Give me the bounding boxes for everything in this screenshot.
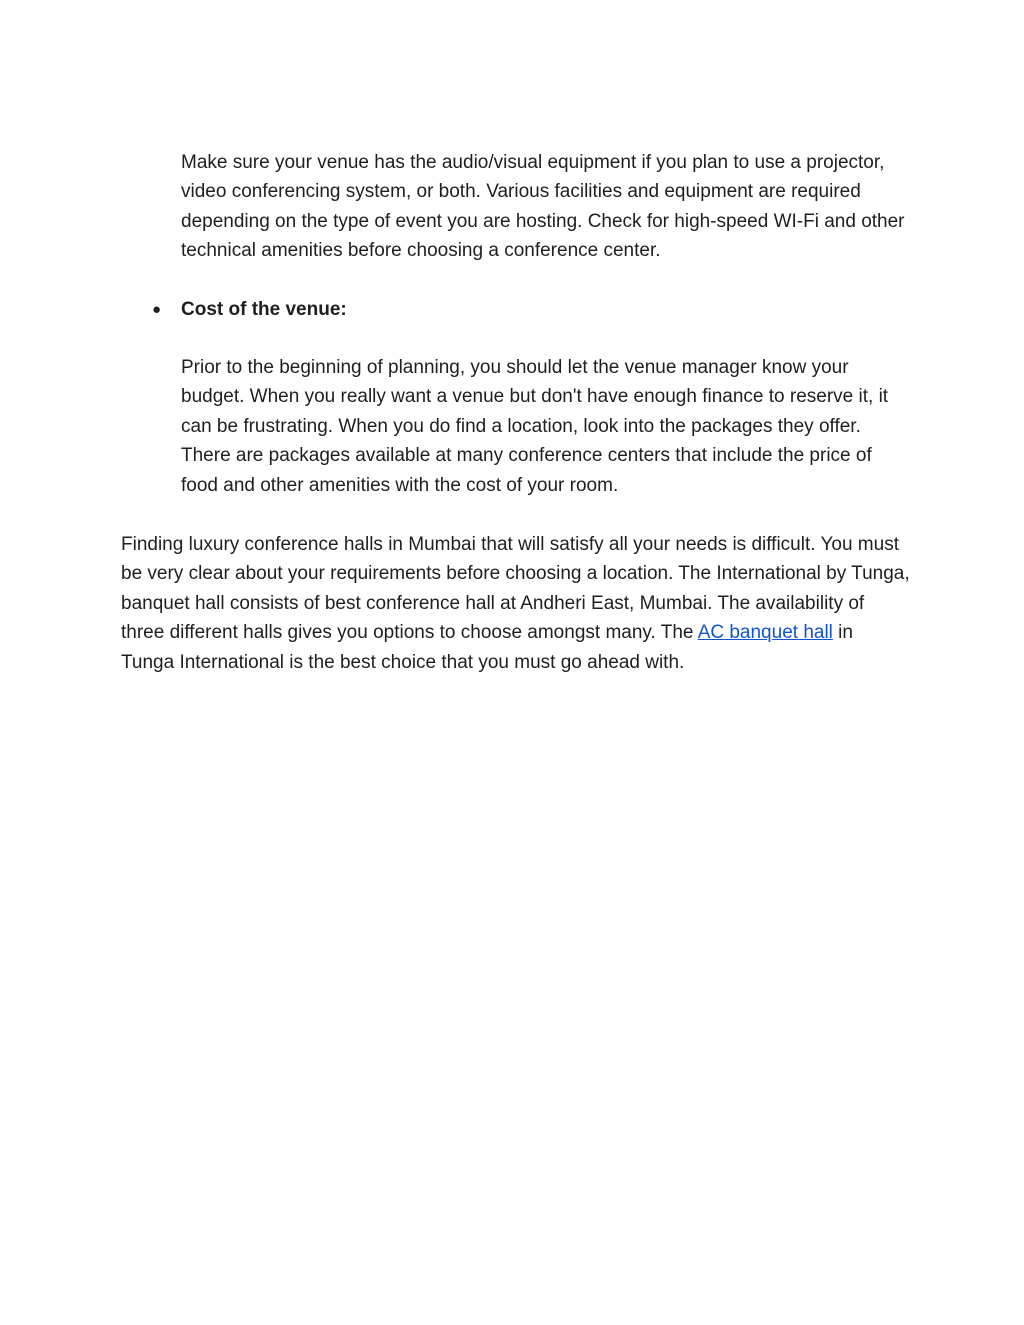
conclusion-text-after-link: in Tunga International is the best choice that you must go ahead with. xyxy=(121,622,853,673)
paragraph-conclusion xyxy=(121,530,911,677)
bullet-heading-cost: Cost of the venue: xyxy=(181,299,347,320)
paragraph-cost-of-venue: Prior to the beginning of planning, you should let the venue manager know your budget. When you really want a venue but don't have enough finance to reserve it, it can be frustrating. When you do find a location, look into the packages they offer. There are packages available at many conference centers that include the price of food and other amenities with the cost of your room. xyxy=(181,357,889,496)
bullet-marker: ● xyxy=(152,301,162,318)
ac-banquet-hall-link[interactable]: AC banquet hall xyxy=(697,622,833,644)
conclusion-text-before-link: Finding luxury conference halls in Mumbai that will satisfy all your needs is difficult. You must be very clear about your requirements before choosing a location. The International by Tunga, banquet hall consists of best conference hall at Andheri East, Mumbai. The availability of three different halls gives you options to choose amongst many. The xyxy=(121,534,910,644)
paragraph-av-equipment: Make sure your venue has the audio/visual equipment if you plan to use a projector, video conferencing system, or both. Various facilities and equipment are required depending on the type of event you are hosting. Check for high-speed WI-Fi and other technical amenities before choosing a conference center. xyxy=(181,152,905,262)
